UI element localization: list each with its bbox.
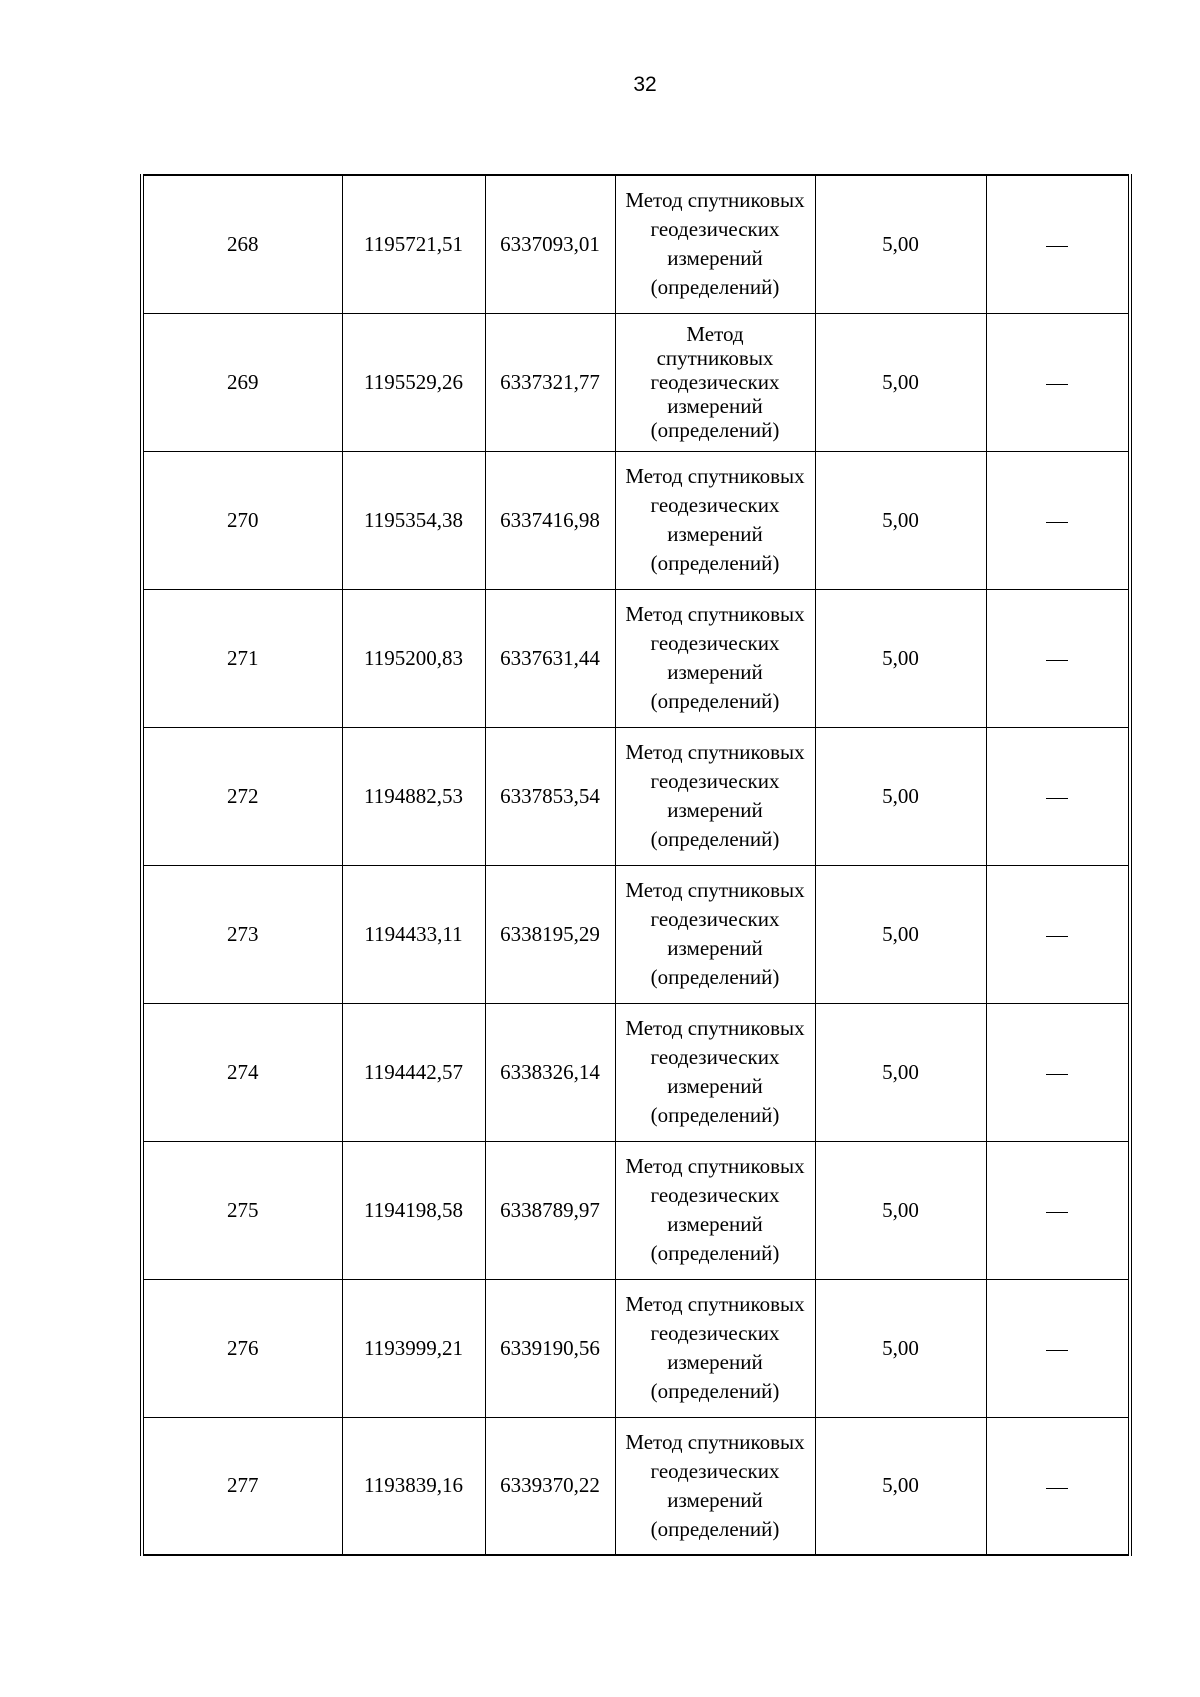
dash-mark xyxy=(1046,384,1068,385)
point-number-cell xyxy=(144,589,342,727)
x-coordinate-cell xyxy=(342,1003,485,1141)
x-coordinate-cell xyxy=(342,865,485,1003)
y-coordinate: 6338789,97 xyxy=(500,1197,600,1222)
description-cell xyxy=(986,1417,1128,1555)
x-coordinate-cell xyxy=(342,313,485,451)
description-cell xyxy=(986,313,1128,451)
dash-mark xyxy=(1046,1488,1068,1489)
method-text: Метод спутниковых геодезических измерений (определений) xyxy=(625,878,805,989)
point-number-cell xyxy=(144,451,342,589)
point-number: 273 xyxy=(227,921,259,946)
x-coordinate: 1195354,38 xyxy=(364,507,463,532)
y-coordinate: 6337853,54 xyxy=(500,783,600,808)
table-row xyxy=(144,727,1128,865)
point-number: 269 xyxy=(227,369,259,394)
accuracy-cell xyxy=(815,1279,986,1417)
method-cell xyxy=(615,1417,815,1555)
method-text: Метод спутниковых геодезических измерений (определений) xyxy=(625,188,805,300)
dash-mark xyxy=(1046,522,1068,523)
y-coordinate-cell xyxy=(485,589,615,727)
page-number xyxy=(0,72,1200,98)
method-cell xyxy=(615,865,815,1003)
y-coordinate-cell xyxy=(485,175,615,313)
accuracy-cell xyxy=(815,1003,986,1141)
point-number: 274 xyxy=(227,1059,259,1084)
x-coordinate: 1194433,11 xyxy=(364,921,463,946)
method-cell xyxy=(615,1003,815,1141)
point-number-cell xyxy=(144,1003,342,1141)
table-row xyxy=(144,1003,1128,1141)
x-coordinate: 1194882,53 xyxy=(364,783,463,808)
dash-mark xyxy=(1046,1350,1068,1351)
method-cell xyxy=(615,727,815,865)
dash-mark xyxy=(1046,798,1068,799)
y-coordinate-cell xyxy=(485,1141,615,1279)
point-number-cell xyxy=(144,1279,342,1417)
accuracy-value: 5,00 xyxy=(882,921,919,946)
dash-mark xyxy=(1046,246,1068,247)
method-text: Метод спутниковых геодезических измерений (определений) xyxy=(625,602,805,713)
point-number-cell xyxy=(144,175,342,313)
y-coordinate-cell xyxy=(485,1417,615,1555)
point-number: 277 xyxy=(227,1473,259,1498)
description-cell xyxy=(986,175,1128,313)
x-coordinate-cell xyxy=(342,1279,485,1417)
point-number-cell xyxy=(144,313,342,451)
method-text: Метод спутниковых геодезических измерений (определений) xyxy=(625,464,805,575)
method-text: Метод спутниковых геодезических измерений (определений) xyxy=(650,322,780,442)
y-coordinate: 6339370,22 xyxy=(500,1473,600,1498)
method-text: Метод спутниковых геодезических измерений (определений) xyxy=(625,740,805,851)
x-coordinate: 1195200,83 xyxy=(364,645,463,670)
x-coordinate-cell xyxy=(342,1417,485,1555)
y-coordinate: 6338326,14 xyxy=(500,1059,600,1084)
accuracy-cell xyxy=(815,589,986,727)
description-cell xyxy=(986,589,1128,727)
point-number-cell xyxy=(144,727,342,865)
method-text: Метод спутниковых геодезических измерений (определений) xyxy=(625,1016,805,1127)
method-text: Метод спутниковых геодезических измерений (определений) xyxy=(625,1429,805,1541)
x-coordinate: 1195721,51 xyxy=(364,231,463,256)
accuracy-value: 5,00 xyxy=(882,645,919,670)
table-row xyxy=(144,865,1128,1003)
table-row xyxy=(144,1417,1128,1555)
accuracy-cell xyxy=(815,451,986,589)
y-coordinate-cell xyxy=(485,1003,615,1141)
method-cell xyxy=(615,1141,815,1279)
point-number-cell xyxy=(144,1417,342,1555)
accuracy-value: 5,00 xyxy=(882,1473,919,1498)
coordinates-table xyxy=(144,174,1128,1556)
method-cell xyxy=(615,313,815,451)
x-coordinate-cell xyxy=(342,175,485,313)
table-row xyxy=(144,1279,1128,1417)
method-text: Метод спутниковых геодезических измерений (определений) xyxy=(625,1154,805,1265)
dash-mark xyxy=(1046,1212,1068,1213)
point-number: 275 xyxy=(227,1197,259,1222)
method-cell xyxy=(615,589,815,727)
y-coordinate: 6338195,29 xyxy=(500,921,600,946)
table-row xyxy=(144,1141,1128,1279)
x-coordinate-cell xyxy=(342,727,485,865)
description-cell xyxy=(986,727,1128,865)
y-coordinate-cell xyxy=(485,313,615,451)
dash-mark xyxy=(1046,660,1068,661)
accuracy-cell xyxy=(815,313,986,451)
point-number: 271 xyxy=(227,645,259,670)
y-coordinate-cell xyxy=(485,865,615,1003)
accuracy-value: 5,00 xyxy=(882,1059,919,1084)
x-coordinate: 1193999,21 xyxy=(364,1335,463,1360)
table-row xyxy=(144,589,1128,727)
method-cell xyxy=(615,451,815,589)
dash-mark xyxy=(1046,1074,1068,1075)
description-cell xyxy=(986,1279,1128,1417)
method-cell xyxy=(615,175,815,313)
x-coordinate: 1194198,58 xyxy=(364,1197,463,1222)
x-coordinate-cell xyxy=(342,1141,485,1279)
y-coordinate-cell xyxy=(485,451,615,589)
coordinates-table-wrapper xyxy=(140,174,1132,1556)
y-coordinate: 6339190,56 xyxy=(500,1335,600,1360)
description-cell xyxy=(986,865,1128,1003)
accuracy-value: 5,00 xyxy=(882,369,919,394)
accuracy-cell xyxy=(815,727,986,865)
x-coordinate: 1195529,26 xyxy=(364,369,463,394)
accuracy-cell xyxy=(815,175,986,313)
y-coordinate: 6337631,44 xyxy=(500,645,600,670)
x-coordinate-cell xyxy=(342,451,485,589)
description-cell xyxy=(986,1141,1128,1279)
y-coordinate: 6337093,01 xyxy=(500,231,600,256)
table-row xyxy=(144,313,1128,451)
accuracy-cell xyxy=(815,1417,986,1555)
point-number: 270 xyxy=(227,507,259,532)
accuracy-value: 5,00 xyxy=(882,783,919,808)
accuracy-value: 5,00 xyxy=(882,231,919,256)
accuracy-cell xyxy=(815,865,986,1003)
y-coordinate-cell xyxy=(485,1279,615,1417)
table-body xyxy=(144,175,1128,1555)
point-number-cell xyxy=(144,1141,342,1279)
y-coordinate: 6337321,77 xyxy=(500,369,600,394)
accuracy-cell xyxy=(815,1141,986,1279)
description-cell xyxy=(986,1003,1128,1141)
dash-mark xyxy=(1046,936,1068,937)
description-cell xyxy=(986,451,1128,589)
accuracy-value: 5,00 xyxy=(882,1335,919,1360)
point-number-cell xyxy=(144,865,342,1003)
point-number: 276 xyxy=(227,1335,259,1360)
point-number: 268 xyxy=(227,231,259,256)
table-row xyxy=(144,175,1128,313)
accuracy-value: 5,00 xyxy=(882,1197,919,1222)
method-text: Метод спутниковых геодезических измерений (определений) xyxy=(625,1292,805,1403)
page-number-text: 32 xyxy=(633,73,657,96)
y-coordinate-cell xyxy=(485,727,615,865)
accuracy-value: 5,00 xyxy=(882,507,919,532)
table-row xyxy=(144,451,1128,589)
x-coordinate: 1193839,16 xyxy=(364,1473,463,1498)
x-coordinate: 1194442,57 xyxy=(364,1059,463,1084)
y-coordinate: 6337416,98 xyxy=(500,507,600,532)
method-cell xyxy=(615,1279,815,1417)
point-number: 272 xyxy=(227,783,259,808)
x-coordinate-cell xyxy=(342,589,485,727)
